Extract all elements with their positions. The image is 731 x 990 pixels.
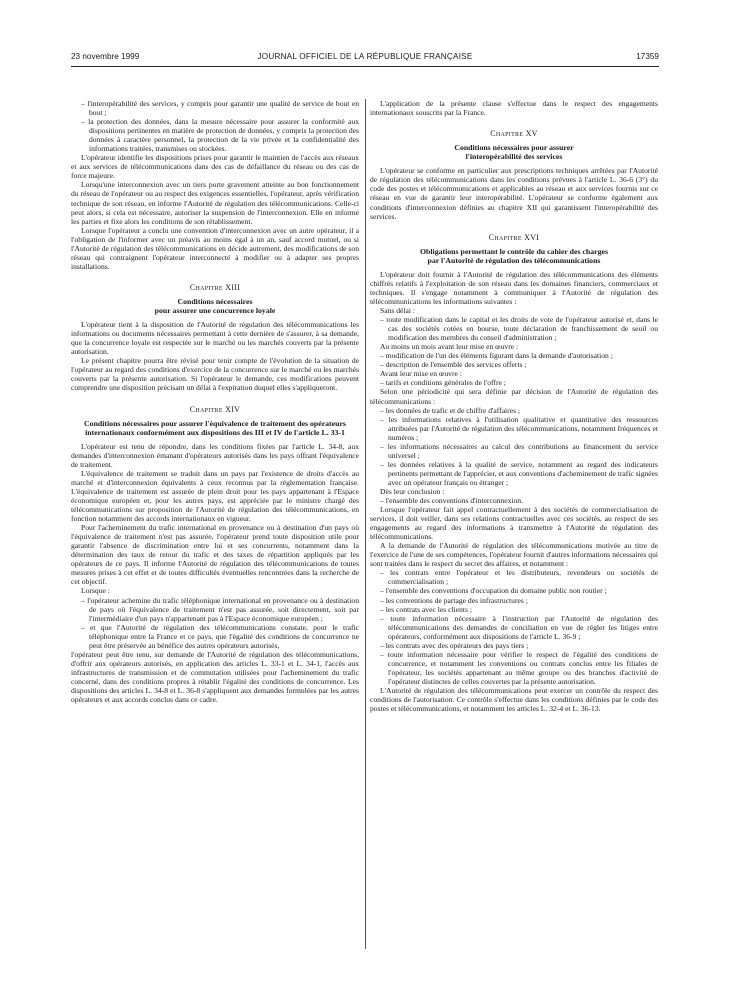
list-item: – l'ensemble des conventions d'interconnexion. [380,496,523,506]
chapter-title-line: l'interopérabilité des services [465,152,563,162]
chapter-title-line: pour assurer une concurrence loyale [154,306,276,316]
chapter-heading-xvi: Chapitre XVI [488,232,540,242]
paragraph: Selon une périodicité qui sera définie par décision de l'Autorité de régulation des télécommunications : [370,387,658,406]
paragraph: Le présent chapitre pourra être révisé pour tenir compte de l'évolution de la situation de l'opérateur au regard des conditions d'exercice de la concurrence sur le marché ou les marchés couverts par la présente autorisation. Si l'opérateur le demande, ces modifications peuvent comprendre une disposition précisant un délai à l'expiration duquel elles s'appliqueront. [71,356,359,393]
paragraph: L'opérateur tient à la disposition de l'Autorité de régulation des télécommunications les informations ou documents nécessaires permettant à cette dernière de s'assurer, à sa demande, que la concurrence loyale est respectée sur le marché ou les marchés couverts par la présente autorisation. [71,320,359,357]
paragraph: Lorsque l'opérateur fait appel contractuellement à des sociétés de commercialisation de services, il doit veiller, dans ses relations contractuelles avec ces sociétés, au respect de ses engagements au regard des informations à transmettre à l'Autorité de régulation des télécommunications. [370,505,658,542]
paragraph: L'Autorité de régulation des télécommunications peut exercer un contrôle du respect des conditions de l'autorisation. Ce contrôle s'effectue dans les conditions définies par le code des postes et télécommunications, et notamment les articles L. 32-4 et L. 36-13. [370,686,658,714]
chapter-title-xiii [71,297,359,315]
paragraph: L'opérateur doit fournir à l'Autorité de régulation des télécommunications des éléments chiffrés relatifs à l'exploitation de son réseau dans les domaines financiers, commerciaux et techniques. Il s'engage notamment à communiquer à l'Autorité de régulation des télécommunications les informations suivantes : [370,269,658,306]
chapter-heading-xiv: Chapitre XIV [189,404,241,414]
paragraph: l'opérateur peut être tenu, sur demande de l'Autorité de régulation des télécommunications, d'offrir aux opérateurs autorisés, en application des articles L. 33-1 et L. 34-1, l'accès aux infrastructures de transmission et de commutation utilisées pour l'acheminement du trafic concerné, dans des conditions propres à rétablir l'égalité des conditions de concurrence. Les dispositions des articles L. 34-8 et L. 36-8 s'appliquent aux demandes formulées par les autres opérateurs et aux accords conclus dans ce cadre. [71,649,359,705]
list-item: – les données relatives à la qualité de service, notamment au regard des indicateurs pertinents permettant de l'apprécier, et aux conventions d'acheminement de trafic signées avec un opérateur français ou étranger ; [380,459,659,487]
chapter-title-line: Obligations permettant le contrôle du cahier des charges [419,246,609,256]
paragraph: Lorsque l'opérateur a conclu une convention d'interconnexion avec un autre opérateur, il a l'obligation de l'informer avec un préavis au moins égal à un an, sauf accord mutuel, ou si l'Autorité de régulation des télécommunications en décide autrement, des modifications de son réseau qui contraignent l'opérateur interconnecté à modifier ou à adapter ses propres installations. [71,225,359,271]
right-column [370,99,658,713]
paragraph: Lorsque : [81,586,110,596]
paragraph: – la protection des données, dans la mesure nécessaire pour assurer la conformité aux dispositions pertinentes en matière de protection de données, y compris la protection des données à caractère personnel, la protection de la vie privée et la confidentialité des informations traitées, transmises ou stockées. [81,117,359,154]
paragraph: Avant leur mise en œuvre : [380,369,462,379]
paragraph: Au moins un mois avant leur mise en œuvre : [380,342,519,352]
list-item: – les conventions de partage des infrastructures ; [380,595,528,605]
list-item: – description de l'ensemble des services offerts ; [380,360,527,370]
paragraph: L'opérateur identifie les dispositions prises pour garantir le maintien de l'accès aux réseaux et aux services de télécommunications dans des cas de défaillance du réseau ou des cas de force majeure. [71,153,359,181]
paragraph: – l'opérateur achemine du trafic téléphonique international en provenance ou à destination de pays où l'équivalence de traitement n'est pas assurée, soit directement, soit par l'intermédiaire d'un pays n'appartenant pas à l'Espace économique européen ; [81,595,359,623]
paragraph: A la demande de l'Autorité de régulation des télécommunications motivée au titre de l'exercice de l'une de ses compétences, l'opérateur fournit d'autres informations nécessaires qui sont traitées dans le respect du secret des affaires, et notamment : [370,541,658,569]
paragraph: Sans délai : [380,306,416,316]
left-column [71,99,359,704]
paragraph: – et que l'Autorité de régulation des télécommunications constate, pour le trafic téléphonique entre la France et ce pays, que l'égalité des conditions de concurrence ne peut être préservée au bénéfice des autres opérateurs autorisés, [81,622,359,650]
list-item: – toute information nécessaire à l'instruction par l'Autorité de régulation des télécommunications des demandes de conciliation en vue de régler les litiges entre opérateurs, conformément aux dispositions de l'article L. 36-9 ; [380,613,658,641]
list-item: – les contrats avec les clients ; [380,604,472,614]
list-item: – l'ensemble des conventions d'occupation du domaine public non routier ; [380,586,607,596]
header-journal-title: JOURNAL OFFICIEL DE LA RÉPUBLIQUE FRANÇAISE [257,52,473,61]
chapter-title-line: Conditions nécessaires [177,296,253,306]
list-item: – toute information nécessaire pour vérifier le respect de l'égalité des conditions de concurrence, et notamment les conventions ou contrats conclus entre les filiales de l'opérateur, les sociétés appartenant au même groupe ou des branches d'activité de l'opérateur distinctes de celles couvertes par la présente autorisation. [380,649,658,686]
chapter-title-xvi [370,247,658,265]
paragraph: L'opérateur est tenu de répondre, dans les conditions fixées par l'article L. 34-8, aux demandes d'interconnexion émanant d'opérateurs autorisés dans les pays offrant l'équivalence de traitement. [71,441,359,469]
paragraph: Lorsqu'une interconnexion avec un tiers porte gravement atteinte au bon fonctionnement du réseau de l'opérateur ou au respect des exigences essentielles, l'opérateur, après vérification technique de son réseau, en informe l'Autorité de régulation des télécommunications. Celle-ci peut alors, si cela est nécessaire, autoriser la suspension de l'interconnexion. Elle en informe les parties et fixe alors les conditions de son rétablissement. [71,180,359,226]
header-rule [71,66,659,67]
chapter-title-xiv: Conditions nécessaires pour assurer l'équivalence de traitement des opérateurs internationaux conformément aux dispositions des III et IV de l'article L. 33-1 [84,418,346,437]
paragraph: L'application de la présente clause s'effectue dans le respect des engagements internationaux souscrits par la France. [370,99,658,118]
paragraph: L'équivalence de traitement se traduit dans un pays par l'existence de droits d'accès au marché et d'interconnexion équivalents à ceux reconnus par la réglementation française. L'équivalence de traitement est assurée de plein droit pour les pays appartenant à l'Espace économique européen et, pour les autres pays, est appréciée par le ministre chargé des télécommunications sur proposition de l'Autorité de régulation des télécommunications, en fonction notamment des accords internationaux en vigueur. [71,468,359,524]
chapter-title-line: Conditions nécessaires pour assurer [454,143,574,153]
paragraph: Dès leur conclusion : [380,486,445,496]
paragraph: L'opérateur se conforme en particulier aux prescriptions techniques arrêtées par l'Autorité de régulation des télécommunications dans les conditions prévues à l'article L. 36-6 (3°) du code des postes et télécommunications et applicables au réseau et aux services fournis sur ce réseau en vue de garantir leur interopérabilité. L'opérateur se conforme également aux conditions d'interconnexion définies au chapitre XII qui garantissent l'interopérabilité des services. [370,166,658,221]
list-item: – tarifs et conditions générales de l'offre ; [380,378,506,388]
list-item: – toute modification dans le capital et les droits de vote de l'opérateur autorisé et, dans le cas des sociétés cotées en bourse, toute déclaration de franchissement de seuil ou modification des membres du conseil d'administration ; [380,315,658,343]
list-item: – les contrats avec des opérateurs des pays tiers ; [380,640,529,650]
paragraph: Pour l'acheminement du trafic international en provenance ou à destination d'un pays où l'équivalence de traitement n'est pas assurée, l'opérateur prend toute disposition utile pour garantir l'absence de discrimination entre lui et ses concurrents, notamment dans la détermination des taux de retour du trafic et des taxes de répartition appliqués par les opérateurs de ce pays. Il informe l'Autorité de régulation des télécommunications de toutes mesures prises à cet effet et de toutes difficultés éventuelles rencontrées dans la recherche de cet objectif. [71,523,359,587]
list-item: – les informations relatives à l'utilisation qualitative et quantitative des ressources attribuées par l'Autorité de régulation des télécommunications, notamment fréquences et numéros ; [380,414,658,442]
header-date: 23 novembre 1999 [71,52,140,61]
header-page-number: 17359 [636,52,659,61]
chapter-title-xv [370,143,658,161]
chapter-heading-xv: Chapitre XV [490,129,538,139]
chapter-title-line: par l'Autorité de régulation des télécommunications [427,255,601,265]
list-item: – les données de trafic et de chiffre d'affaires ; [380,405,521,415]
list-item: – les informations nécessaires au calcul des contributions au financement du service universel ; [380,441,658,460]
column-separator [365,99,366,949]
chapter-heading-xiii: Chapitre XIII [189,282,241,292]
page-header [71,52,659,64]
list-item: – les contrats entre l'opérateur et les distributeurs, revendeurs ou sociétés de commercialisation ; [380,568,658,587]
paragraph: – l'interopérabilité des services, y compris pour garantir une qualité de service de bout en bout ; [81,99,359,118]
list-item: – modification de l'un des éléments figurant dans la demande d'autorisation ; [380,351,613,361]
